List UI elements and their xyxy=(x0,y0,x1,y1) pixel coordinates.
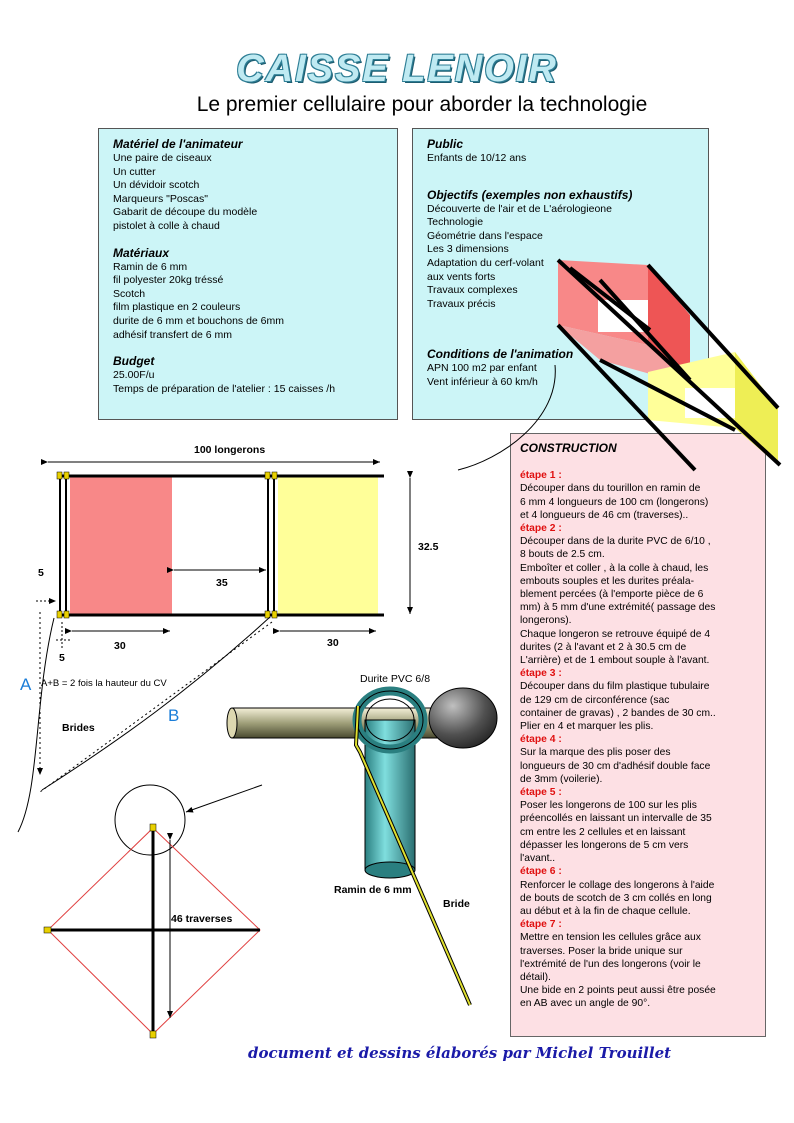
step-text: L'arrière) et de 1 embout souple à l'avant. xyxy=(520,655,710,667)
list-item: Travaux complexes xyxy=(427,284,518,297)
list-item: pistolet à colle à chaud xyxy=(113,219,220,232)
list-item: Une paire de ciseaux xyxy=(113,152,212,164)
ramin-label: Ramin de 6 mm xyxy=(334,884,412,896)
list-item: fil polyester 20kg tréssé xyxy=(113,274,224,287)
step-text: Découper dans du film plastique tubulaire xyxy=(520,681,710,693)
step-text: préencollés en laissant un intervalle de 35 xyxy=(520,813,712,825)
list-item: Technologie xyxy=(427,216,484,229)
list-item: Vent inférieur à 60 km/h xyxy=(427,375,538,388)
step-label: étape 2 : xyxy=(520,523,562,535)
step-text: Sur la marque des plis poser des xyxy=(520,747,671,759)
list-item: Travaux précis xyxy=(427,297,496,310)
step-text: 6 mm 4 longueurs de 100 cm (longerons) xyxy=(520,496,709,508)
list-item: Un cutter xyxy=(113,165,156,178)
front-offset-label: 5 xyxy=(38,567,44,579)
step-text: Découper dans du tourillon en ramin de xyxy=(520,483,701,495)
durite-detail-illustration xyxy=(227,688,497,1005)
step-text: Renforcer le collage des longerons à l'aide xyxy=(520,879,715,891)
list-item: Découverte de l'air et de L'aérologieone xyxy=(427,202,612,215)
step-text: l'avant.. xyxy=(520,853,556,865)
list-item: film plastique en 2 couleurs xyxy=(113,301,241,314)
point-b-label: B xyxy=(168,706,180,725)
page-subtitle: Le premier cellulaire pour aborder la technologie xyxy=(196,93,648,116)
step-text: blement percées (à l'emporte pièce de 6 xyxy=(520,589,704,601)
step-text: mm) à 5 mm d'une extrémité( passage des xyxy=(520,602,716,614)
step-text: et 4 longueurs de 46 cm (traverses).. xyxy=(520,509,689,521)
step-text: de 129 cm de circonférence (sac xyxy=(520,694,670,706)
step-label: étape 1 : xyxy=(520,470,562,482)
list-item: Temps de préparation de l'atelier : 15 caisses /h xyxy=(113,382,336,395)
step-text: au début et à la fin de chaque cellule. xyxy=(520,905,691,917)
step-text: durites (2 à l'avant et 2 à 30.5 cm de xyxy=(520,641,687,653)
public-heading: Public xyxy=(427,137,464,151)
step-text: Chaque longeron se retrouve équipé de 4 xyxy=(520,628,711,640)
budget-heading: Budget xyxy=(113,354,155,369)
step-text: Mettre en tension les cellules grâce aux xyxy=(520,932,701,944)
longerons-label: 100 longerons xyxy=(194,444,266,456)
step-text: traverses. Poser la bride unique sur xyxy=(520,945,683,957)
list-item: aux vents forts xyxy=(427,270,496,283)
step-text: en AB avec un angle de 90°. xyxy=(520,998,651,1010)
step-text: Poser les longerons de 100 sur les plis xyxy=(520,800,697,812)
bottom-offset-label: 5 xyxy=(59,652,65,664)
ab-note: A+B = 2 fois la hauteur du CV xyxy=(41,678,167,689)
yellow-sail-panel xyxy=(278,476,378,615)
step-text: de 3mm (voilerie). xyxy=(520,773,603,785)
list-item: Scotch xyxy=(113,287,146,300)
step-text: détail). xyxy=(520,971,551,983)
list-item: Gabarit de découpe du modèle xyxy=(113,206,258,219)
step-text: Découper dans de la durite PVC de 6/10 , xyxy=(520,536,711,548)
conditions-heading: Conditions de l'animation xyxy=(427,347,574,362)
red-sail-panel xyxy=(70,476,172,615)
step-text: Emboîter et coller , à la colle à chaud, les xyxy=(520,562,709,574)
cell-left-label: 30 xyxy=(114,640,126,652)
traverses-label: 46 traverses xyxy=(171,913,233,925)
height-label: 32.5 xyxy=(418,541,439,553)
list-item: Les 3 dimensions xyxy=(427,243,509,256)
objectifs-heading: Objectifs (exemples non exhaustifs) xyxy=(427,187,633,202)
durite-label: Durite PVC 6/8 xyxy=(360,673,431,685)
step-text: cm entre les 2 cellules et en laissant xyxy=(520,826,686,838)
step-label: étape 3 : xyxy=(520,668,562,680)
list-item: Marqueurs "Poscas" xyxy=(113,192,208,205)
step-text: embouts souples et les durites préala- xyxy=(520,575,694,587)
list-item: Ramin de 6 mm xyxy=(113,260,188,273)
author-credit: document et dessins élaborés par Michel Trouillet xyxy=(248,1044,672,1062)
list-item: durite de 6 mm et bouchons de 6mm xyxy=(113,314,285,327)
bride-label: Bride xyxy=(443,898,470,910)
step-label: étape 7 : xyxy=(520,919,562,931)
list-item: Adaptation du cerf-volant xyxy=(427,256,544,269)
step-text: l'extrémité de l'un des longerons (voir le xyxy=(520,958,701,970)
end-cap xyxy=(429,688,497,748)
kite-3d-illustration xyxy=(558,260,780,470)
brides-label: Brides xyxy=(62,722,95,734)
list-item: 25.00F/u xyxy=(113,369,155,382)
flat-layout-diagram xyxy=(18,462,410,832)
gap-label: 35 xyxy=(216,577,228,589)
step-label: étape 4 : xyxy=(520,734,562,746)
step-text: container de gravas) , 2 bandes de 30 cm.. xyxy=(520,707,716,719)
list-item: Un dévidoir scotch xyxy=(113,179,200,192)
materiaux-heading: Matériaux xyxy=(113,245,170,260)
step-text: Une bide en 2 points peut aussi être posée xyxy=(520,985,716,997)
list-item: adhésif transfert de 6 mm xyxy=(113,328,233,341)
list-item: Géométrie dans l'espace xyxy=(427,229,543,242)
page-title: CAISSE LENOIR xyxy=(236,48,558,90)
step-text: Plier en 4 et marquer les plis. xyxy=(520,721,654,733)
list-item: Enfants de 10/12 ans xyxy=(427,152,527,164)
step-text: dépasser les longerons de 5 cm vers xyxy=(520,839,689,851)
point-a-label: A xyxy=(20,675,32,694)
step-text: 8 bouts de 2.5 cm. xyxy=(520,549,605,561)
traverses-cross-diagram xyxy=(44,785,262,1038)
step-text: longueurs de 30 cm d'adhésif double face xyxy=(520,760,711,772)
step-text: de bouts de scotch de 3 cm collés en long xyxy=(520,892,712,904)
step-text: longerons). xyxy=(520,615,572,627)
materiel-heading: Matériel de l'animateur xyxy=(113,137,243,151)
construction-heading: CONSTRUCTION xyxy=(520,441,617,455)
step-label: étape 5 : xyxy=(520,787,562,799)
cell-right-label: 30 xyxy=(327,637,339,649)
list-item: APN 100 m2 par enfant xyxy=(427,362,537,375)
step-label: étape 6 : xyxy=(520,866,562,878)
